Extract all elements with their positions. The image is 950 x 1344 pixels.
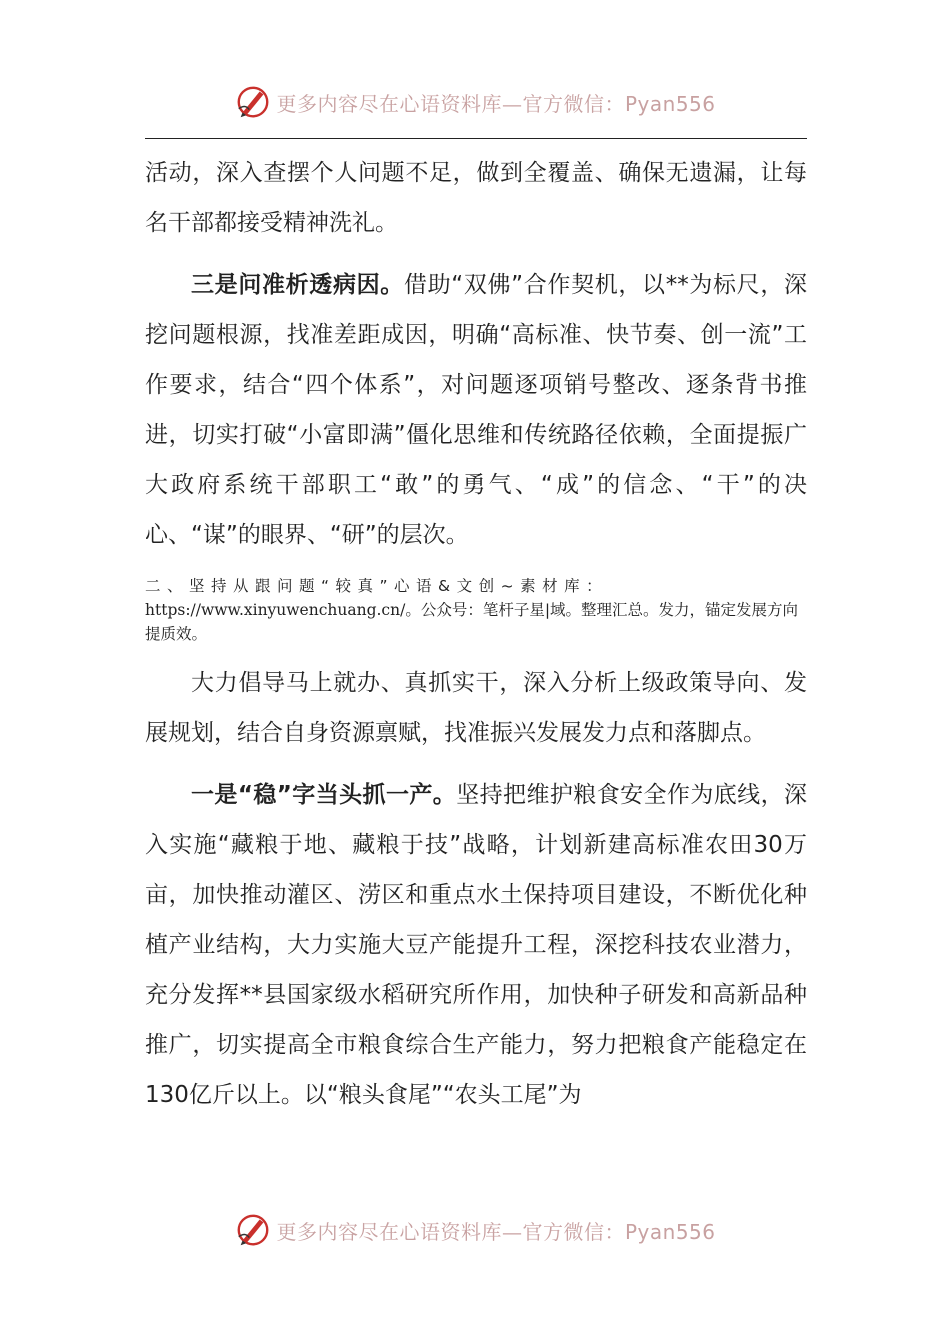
banner-text: 更多内容尽在心语资料库—官方微信：Pyan556 <box>276 1219 716 1244</box>
paragraph-2: 三是问准析透病因。借助“双佛”合作契机，以**为标尺，深挖问题根源，找准差距成因，明确“高标准、快节奏、创一流”工作要求，结合“四个体系”，对问题逐项销号整改、逐条背书推进，切实打破“小富即满”僵化思维和传统路径依赖，全面提振广大政府系统干部职工“敢”的勇气、“成”的信念、“干”的决心、“谋”的眼界、“研”的层次。 <box>145 272 808 548</box>
paragraph-3: 大力倡导马上就办、真抓实干，深入分析上级政策导向、发展规划，结合自身资源禀赋，找准振兴发展发力点和落脚点。 <box>145 670 807 746</box>
site-url-link[interactable]: https://www.xinyuwenchuang.cn/ <box>145 601 406 619</box>
paragraph-4-lead: 一是“稳”字当头抓一产。 <box>191 782 457 808</box>
paragraph-1: 活动，深入查摆个人问题不足，做到全覆盖、确保无遗漏，让每名干部都接受精神洗礼。 <box>145 160 807 236</box>
banner-text: 更多内容尽在心语资料库—官方微信：Pyan556 <box>276 91 716 116</box>
header-divider <box>145 138 807 139</box>
paragraph-4: 一是“稳”字当头抓一产。坚持把维护粮食安全作为底线，深入实施“藏粮于地、藏粮于技”战略，计划新建高标准农田30万亩，加快推动灌区、涝区和重点水土保持项目建设，不断优化种植产业结构，大力实施大豆产能提升工程，深挖科技农业潜力，充分发挥**县国家级水稻研究所作用，加快种子研发和高新品种推广，切实提高全市粮食综合生产能力，努力把粮食产能稳定在130亿斤以上。以“粮头食尾”“农头工尾”为 <box>145 782 807 1108</box>
header-banner <box>0 80 950 124</box>
pen-logo-icon <box>234 83 272 121</box>
footer-banner <box>0 1208 950 1252</box>
pen-logo-icon <box>234 1211 272 1249</box>
section-heading-2: 二、坚持从跟问题“较真”心语&文创~素材库：https://www.xinyuwenchuang.cn/。公众号：笔杆子星|域。整理汇总。发力，锚定发展方向提质效。 <box>145 577 799 643</box>
document-body <box>145 148 807 1120</box>
paragraph-2-lead: 三是问准析透病因。 <box>191 272 404 298</box>
